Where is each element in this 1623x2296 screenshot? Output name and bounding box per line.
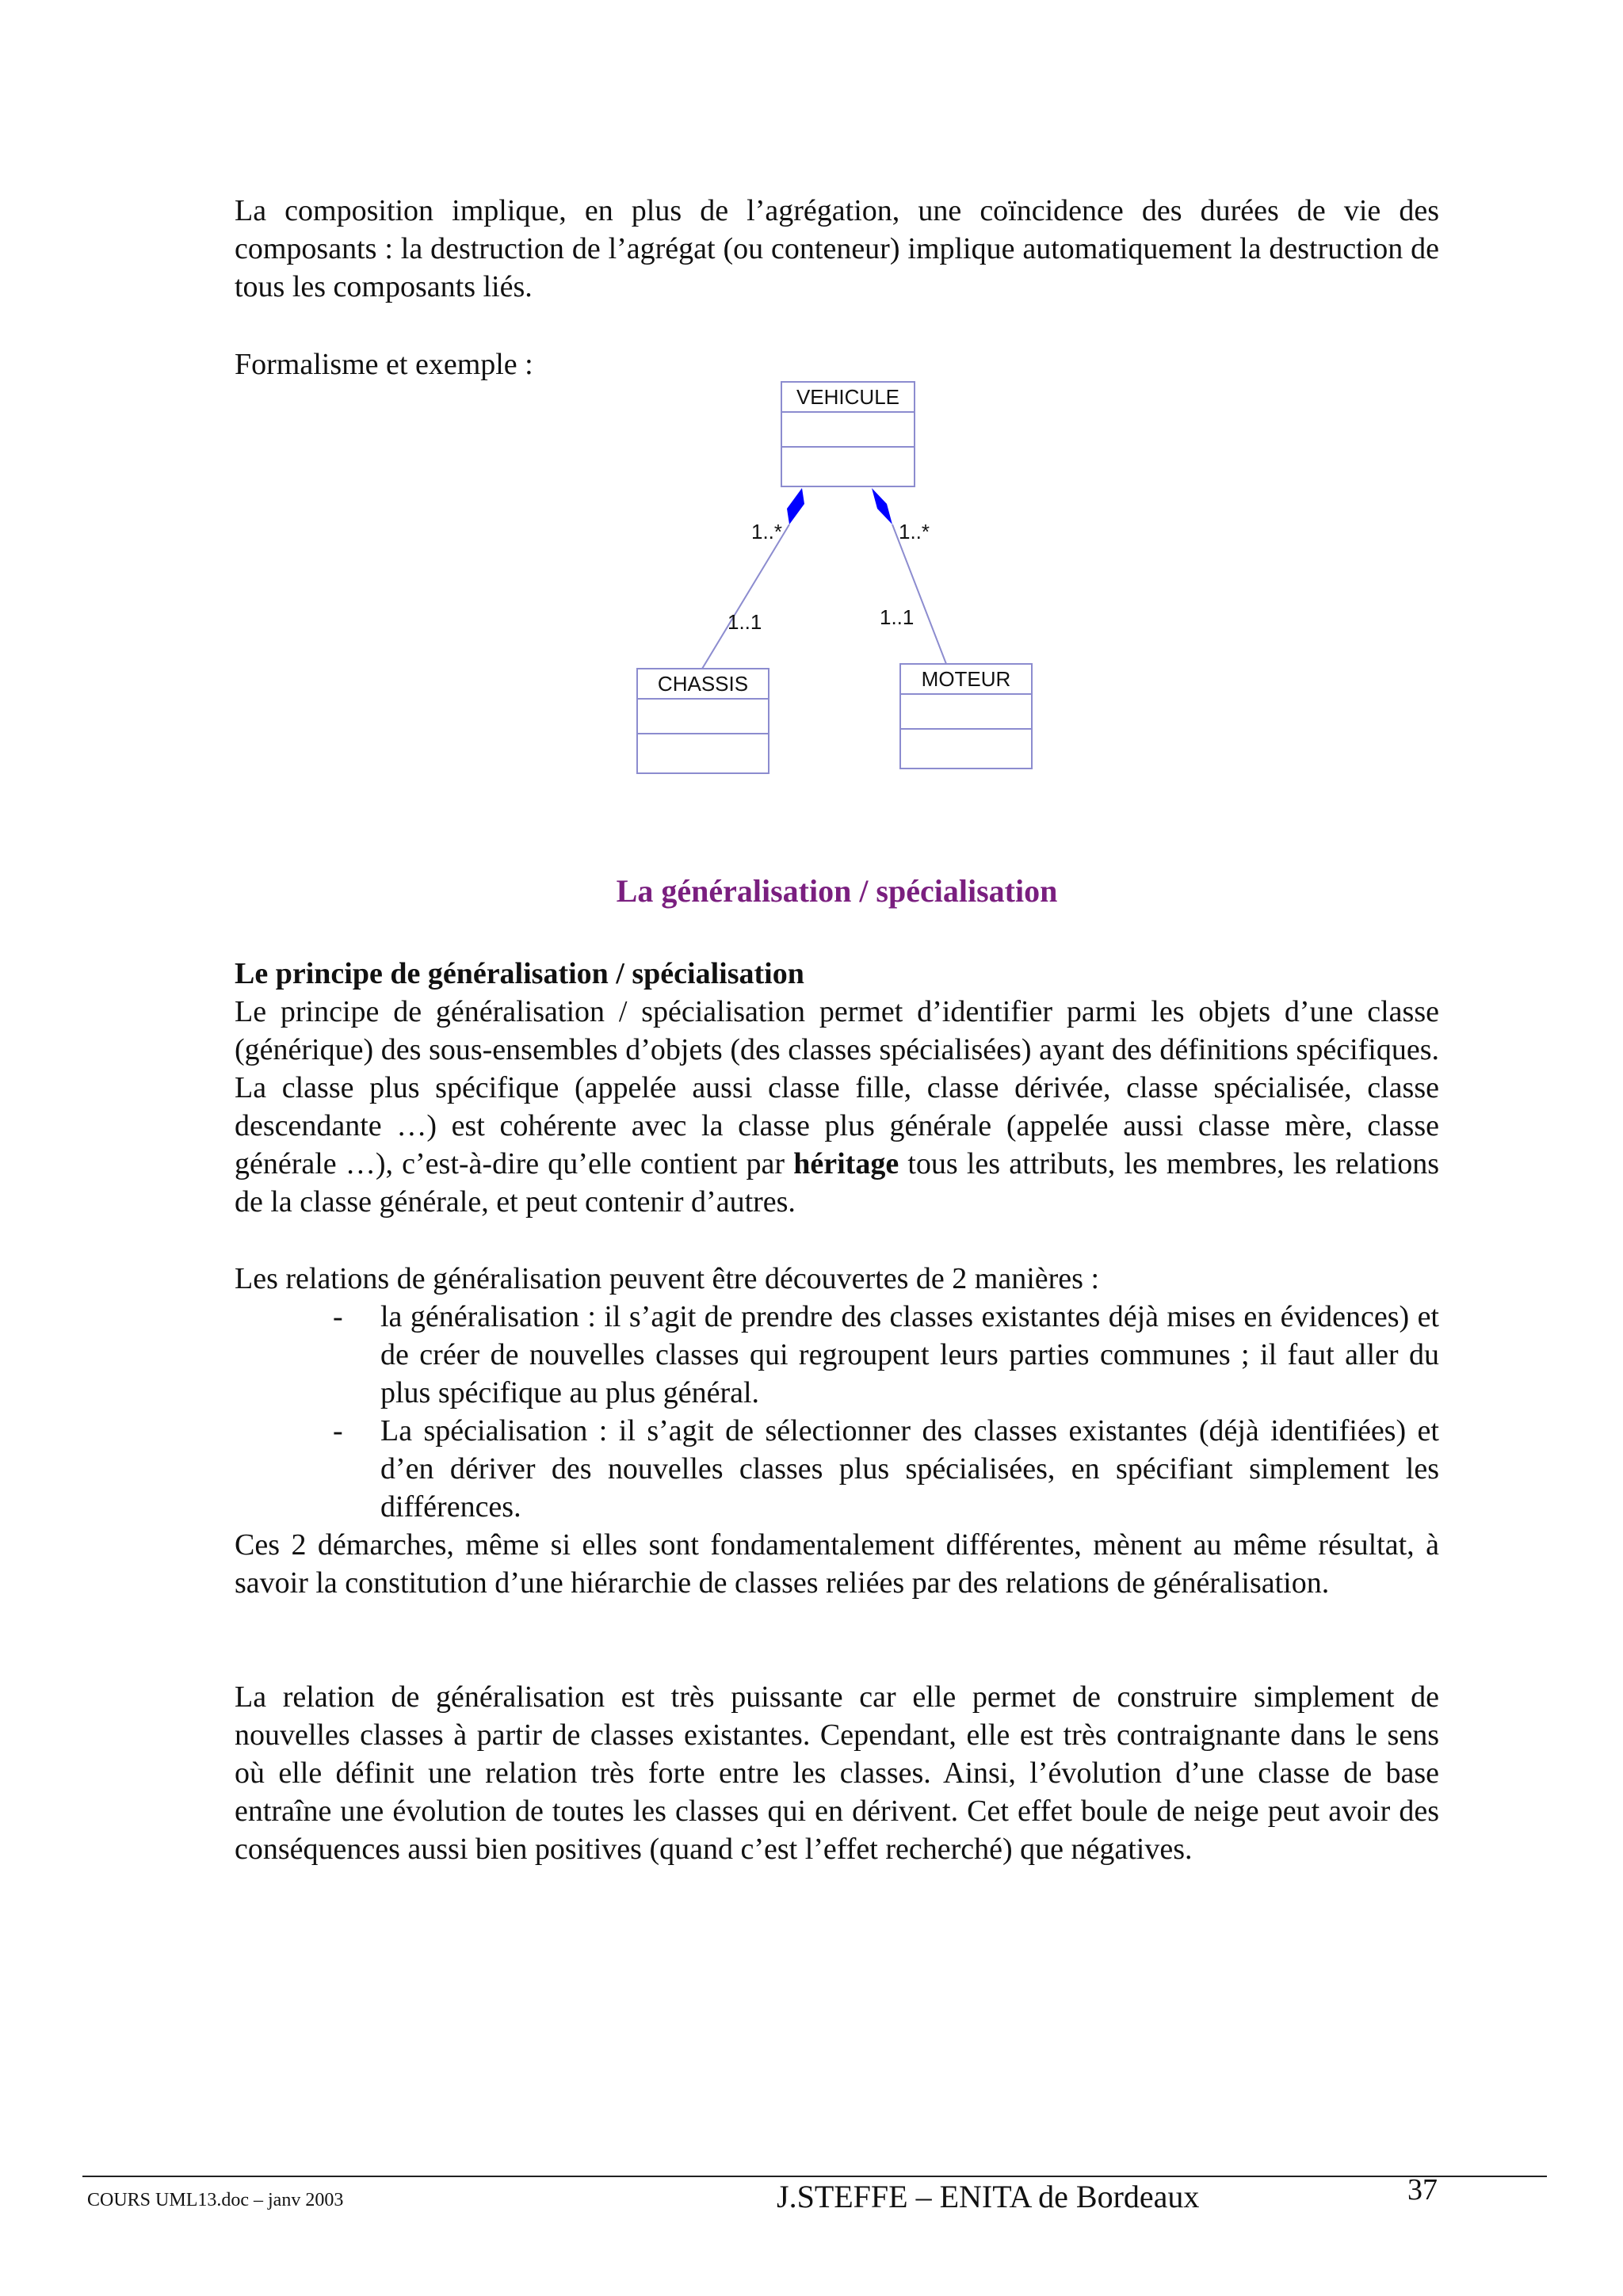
decouvertes-intro: Les relations de généralisation peuvent être découvertes de 2 manières : — [235, 1262, 1099, 1295]
principe-paragraph — [235, 993, 1439, 1221]
demarches-paragraph: Ces 2 démarches, même si elles sont fondamentalement différentes, mènent au même résultat, à savoir la constitution d’une hiérarchie de classes reliées par des relations de généralisation. — [235, 1528, 1439, 1600]
intro-paragraph: La composition implique, en plus de l’agrégation, une coïncidence des durées de vie des composants : la destruction de l’agrégat (ou conteneur) implique automatiquement la destruction de tous les composants liés. — [235, 194, 1439, 303]
multiplicity-moteur: 1..1 — [880, 605, 915, 629]
multiplicity-chassis: 1..1 — [727, 610, 762, 634]
uml-composition-diagram — [626, 377, 1070, 789]
list-item-text: la généralisation : il s’agit de prendre des classes existantes déjà mises en évidences) et de créer de nouvelles classes qui regroupent leurs parties communes ; il faut aller du plus spécifique au plus général. — [380, 1300, 1439, 1409]
class-chassis-name: CHASSIS — [657, 672, 749, 696]
association-vehicule-chassis — [702, 524, 789, 669]
generalisation-methods-list — [235, 1298, 1439, 1526]
list-dash: - — [333, 1414, 343, 1447]
footer-file-info: COURS UML13.doc – janv 2003 — [87, 2190, 344, 2210]
class-vehicule — [781, 382, 915, 486]
list-item-generalisation — [235, 1298, 1439, 1412]
footer-author: J.STEFFE – ENITA de Bordeaux — [777, 2179, 1200, 2214]
composition-diamond-left — [787, 488, 804, 524]
class-moteur-name: MOTEUR — [921, 667, 1011, 691]
composition-diamond-right — [872, 488, 892, 524]
list-dash: - — [333, 1300, 343, 1333]
multiplicity-vehicule-chassis: 1..* — [751, 520, 783, 543]
subtitle: Le principe de généralisation / spécialisation — [235, 957, 804, 990]
principe-text-after-bold: tous les attributs, les membres, les relations de la classe générale, et peut contenir d’autres. — [235, 1147, 1439, 1219]
multiplicity-vehicule-moteur: 1..* — [899, 520, 930, 543]
class-chassis — [637, 669, 769, 773]
class-vehicule-name: VEHICULE — [796, 385, 900, 409]
heritage-bold-text: héritage — [793, 1147, 899, 1180]
formalisme-label: Formalisme et exemple : — [235, 348, 533, 381]
list-item-text: La spécialisation : il s’agit de sélectionner des classes existantes (déjà identifiées) et d’en dériver des nouvelles classes plus spécialisées, en spécifiant simplement les différences. — [380, 1414, 1439, 1524]
principe-text-before-bold: Le principe de généralisation / spécialisation permet d’identifier parmi les objets d’une classe (générique) des sous-ensembles d’objets (des classes spécialisées) ayant des définitions spécifiques. La classe plus spécifique (appelée aussi classe fille, classe dérivée, classe spécialisée, classe descendante …) est cohérente avec la classe plus générale (appelée aussi classe mère, classe générale …), c’est-à-dire qu’elle contient par — [235, 995, 1439, 1180]
puissante-paragraph: La relation de généralisation est très puissante car elle permet de construire simplement de nouvelles classes à partir de classes existantes. Cependant, elle est très contraignante dans le sens où elle définit une relation très forte entre les classes. Ainsi, l’évolution d’une classe de base entraîne une évolution de toutes les classes qui en dérivent. Cet effet boule de neige peut avoir des conséquences aussi bien positives (quand c’est l’effet recherché) que négatives. — [235, 1680, 1439, 1866]
class-moteur — [900, 664, 1032, 769]
association-vehicule-moteur — [892, 524, 946, 664]
page-number: 37 — [1407, 2173, 1438, 2206]
list-item-specialisation — [235, 1412, 1439, 1526]
section-title: La généralisation / spécialisation — [616, 873, 1058, 909]
